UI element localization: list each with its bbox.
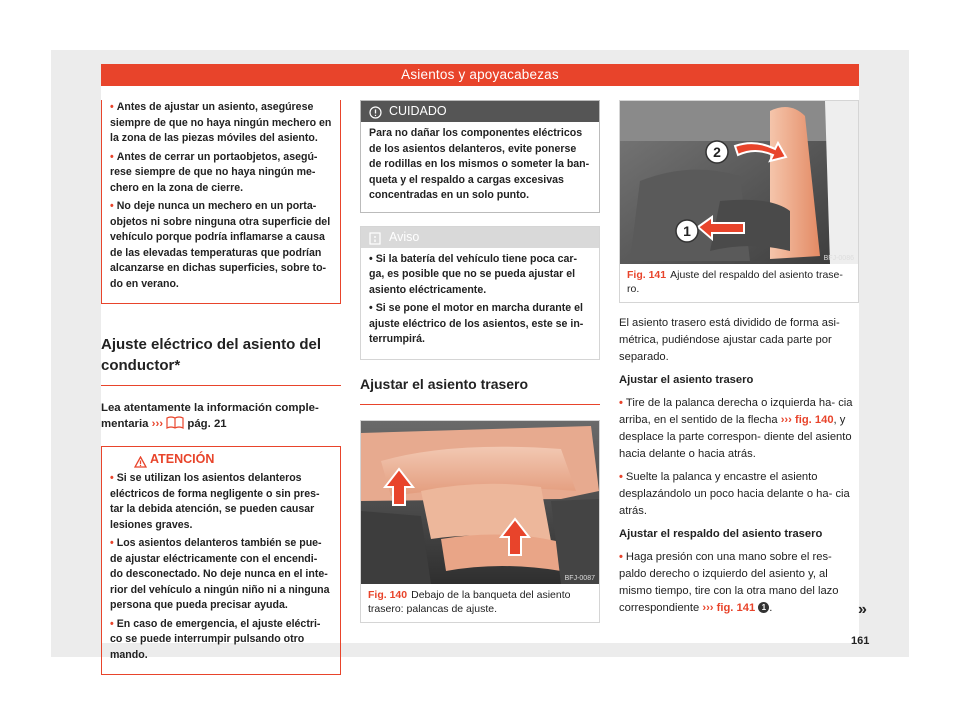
section-title-driver-seat: Ajuste eléctrico del asiento del conductor* bbox=[101, 336, 322, 374]
warning-item: • No deje nunca un mechero en un porta- objetos ni sobre ninguna otra superficie del vehículo porque podría inflamarse a causa de las elevadas temperaturas que podrían alcanzarse en dichas superficies, sobre to- do en verano. bbox=[110, 200, 331, 290]
column-3 bbox=[619, 100, 859, 623]
subheading: Ajustar el respaldo del asiento trasero bbox=[619, 528, 823, 540]
atencion-box bbox=[101, 446, 341, 675]
page-header: Asientos y apoyacabezas bbox=[101, 64, 859, 86]
atencion-item: • Si se utilizan los asientos delanteros eléctricos de forma negligente o sin pres- tar la debida atención, se pueden causar lesiones graves. bbox=[110, 472, 320, 531]
section-title-rear-seat: Ajustar el asiento trasero bbox=[360, 375, 529, 392]
instruction-item: • Tire de la palanca derecha o izquierda ha- cia arriba, en el sentido de la flecha ››› fig. 140, y desplace la parte correspon- diente del asiento hacia delante o hacia atrás. bbox=[619, 397, 853, 460]
callout-1 bbox=[676, 220, 698, 242]
figure-code: BFJ-0086 bbox=[823, 255, 854, 262]
figure-link[interactable]: ››› fig. 140 bbox=[780, 414, 834, 426]
instruction-item: • Haga presión con una mano sobre el res- paldo derecho o izquierdo del asiento y, al mismo tiempo, tire con la otra mano del lazo correspondiente ››› fig. 141 1 . bbox=[619, 551, 839, 614]
figure-caption: Fig. 140 Debajo de la banqueta del asiento trasero: palancas de ajuste. bbox=[368, 588, 571, 615]
aviso-box bbox=[360, 226, 600, 360]
cuidado-header: CUIDADO bbox=[361, 101, 599, 122]
instruction-item: • Suelte la palanca y encastre el asiento desplazándolo un poco hacia delante o ha- cia atrás. bbox=[619, 471, 850, 517]
aviso-header: Aviso bbox=[361, 227, 599, 248]
svg-text:1: 1 bbox=[683, 223, 691, 239]
atencion-item: • En caso de emergencia, el ajuste eléctri- co se puede interrumpir pulsando otro mando. bbox=[110, 617, 321, 661]
paragraph: El asiento trasero está dividido de forma asi- métrica, pudiéndose ajustar cada parte por separado. bbox=[619, 317, 840, 363]
info-circle-icon bbox=[369, 105, 382, 126]
continue-mark: » bbox=[858, 601, 867, 618]
callout-number: 1 bbox=[758, 602, 769, 613]
aviso-item: • Si se pone el motor en marcha durante el ajuste eléctrico de los asientos, este se in- terrumpirá. bbox=[369, 302, 584, 345]
figure-caption: Fig. 141 Ajuste del respaldo del asiento trase- ro. bbox=[627, 269, 843, 295]
warning-continuation-box bbox=[101, 100, 341, 304]
warning-triangle-icon bbox=[134, 452, 147, 476]
figure-code: BFJ-0087 bbox=[564, 574, 595, 582]
body-text bbox=[619, 315, 859, 617]
rear-backrest-image bbox=[620, 101, 858, 264]
atencion-item: • Los asientos delanteros también se pue- de ajustar eléctricamente con el encendi- do desconectado. No deje nunca en el inte- rior del vehículo a ningún niño ni a ninguna persona que pueda precisar ayuda. bbox=[110, 537, 330, 611]
warning-item: • Antes de cerrar un portaobjetos, asegú- rese siempre de que no haya ningún me- chero en la zona de cierre. bbox=[110, 150, 318, 194]
figure-140 bbox=[360, 420, 600, 623]
callout-2 bbox=[706, 141, 728, 163]
figure-link[interactable]: ››› fig. 141 bbox=[702, 602, 756, 614]
cuidado-box bbox=[360, 100, 600, 213]
intro-text: Lea atentamente la información comple- mentaria ››› pág. 21 bbox=[101, 402, 319, 430]
note-icon bbox=[369, 231, 381, 252]
column-1 bbox=[101, 100, 341, 675]
warning-item: • Antes de ajustar un asiento, asegúrese siempre de que no haya ningún mechero en la zona de las piezas móviles del asiento. bbox=[110, 101, 332, 144]
column-2 bbox=[360, 100, 600, 623]
book-icon bbox=[166, 418, 187, 430]
figure-141 bbox=[619, 100, 859, 303]
reference-link[interactable]: ››› bbox=[151, 418, 164, 430]
cuidado-text: Para no dañar los componentes eléctricos de los asientos delanteros, evite ponerse de rodillas en los mismos o someter la ban- queta y el respaldo a cargas excesivas concentradas en un solo punto. bbox=[369, 127, 590, 201]
subheading: Ajustar el asiento trasero bbox=[619, 374, 754, 386]
atencion-header: ATENCIÓN bbox=[102, 447, 340, 471]
rear-seat-cushion-image bbox=[361, 421, 599, 584]
svg-text:2: 2 bbox=[713, 144, 721, 160]
aviso-item: • Si la batería del vehículo tiene poca car- ga, es posible que no se pueda ajustar el asiento eléctricamente. bbox=[369, 252, 578, 296]
page-number: 161 bbox=[851, 635, 870, 647]
